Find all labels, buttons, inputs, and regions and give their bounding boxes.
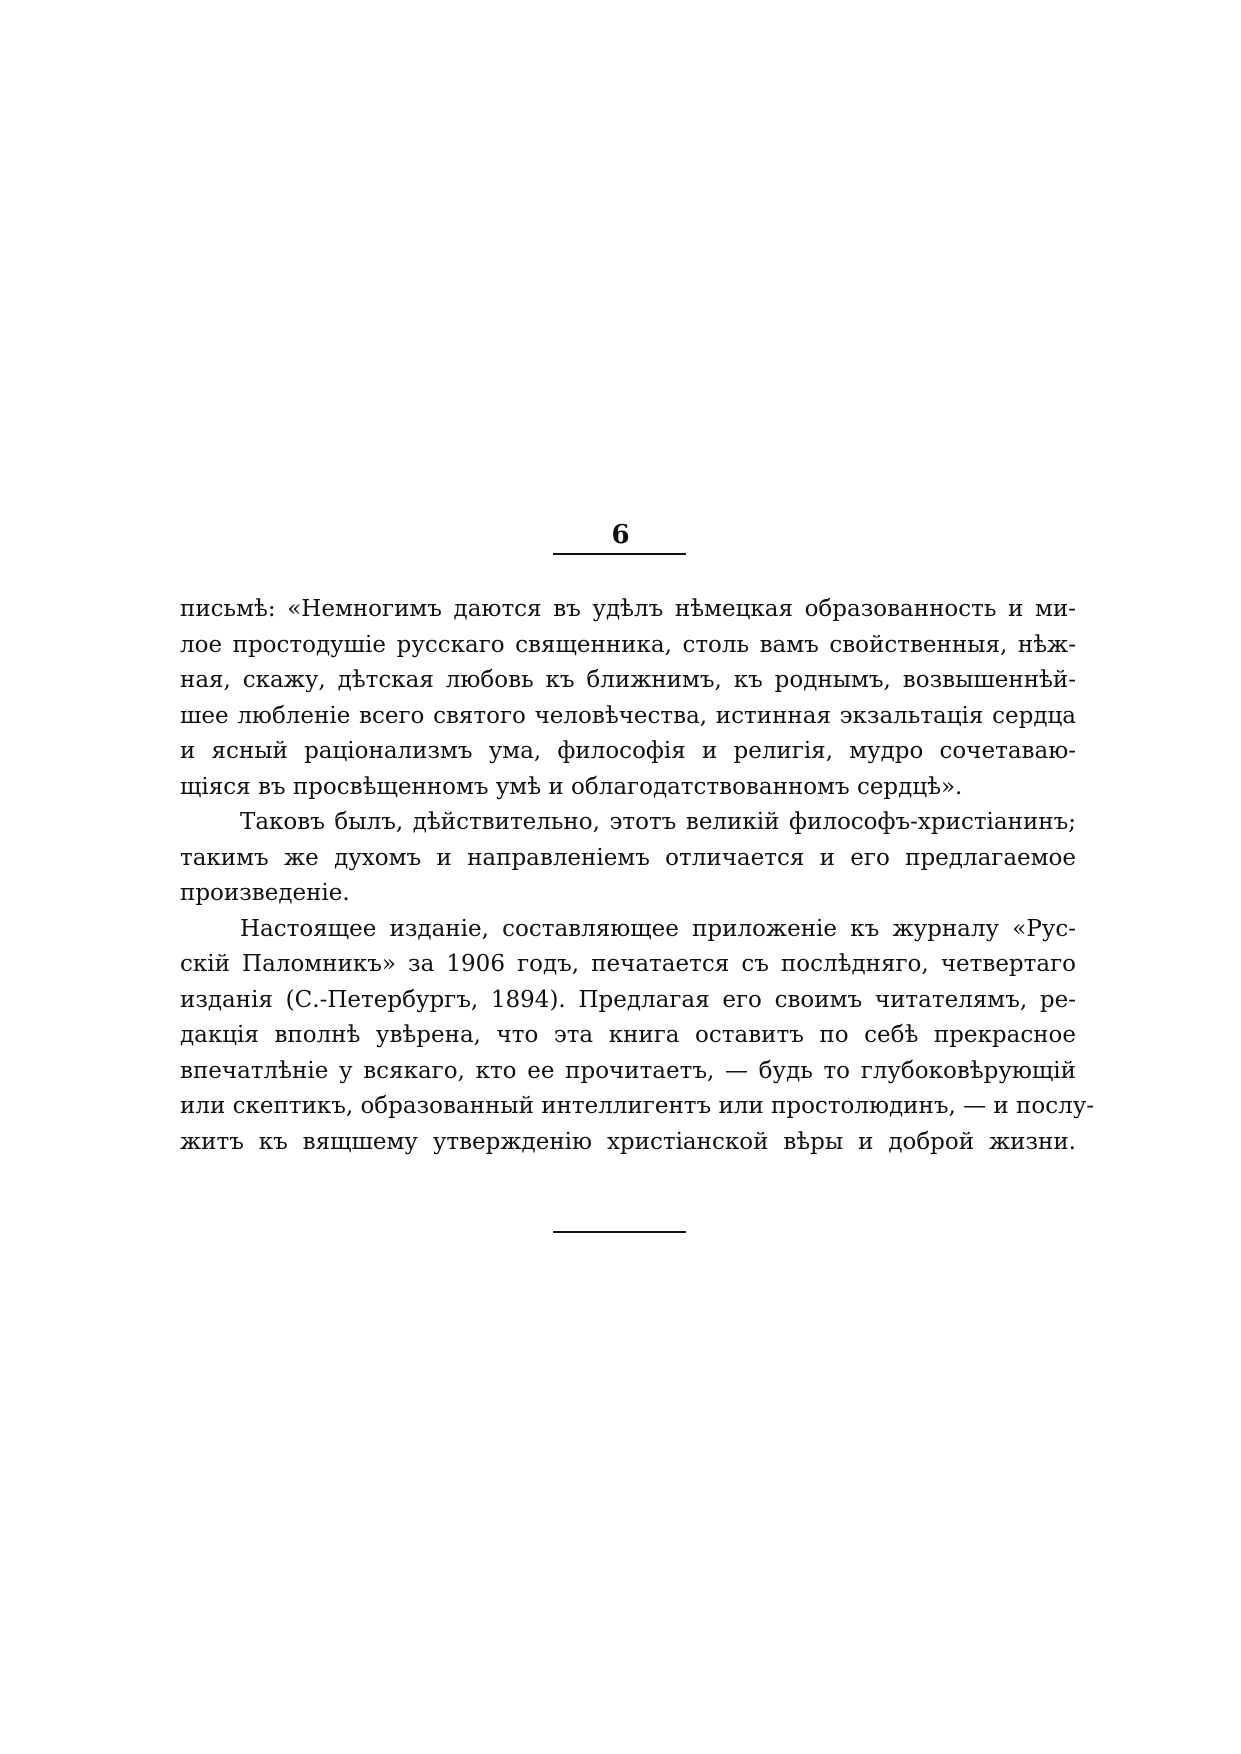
text-line: щіяся въ просвѣщенномъ умѣ и облагодатствованномъ сердцѣ».	[180, 773, 963, 800]
text-line: и ясный раціонализмъ ума, философія и религія, мудро сочетаваю-	[180, 738, 1076, 764]
text-line: изданія (С.-Петербургъ, 1894). Предлагая его своимъ читателямъ, ре-	[180, 986, 1076, 1013]
paragraph-1	[180, 592, 1076, 805]
paragraph-2	[180, 805, 1076, 912]
text-line: дакція вполнѣ увѣрена, что эта книга оставитъ по себѣ прекрасное	[180, 1022, 1076, 1048]
text-line: Настоящее изданіе, составляющее приложеніе къ журналу «Рус-	[240, 915, 1076, 942]
text-line: или скептикъ, образованный интеллигентъ или простолюдинъ, — и послу-	[180, 1093, 1095, 1119]
text-line: произведеніе.	[180, 880, 350, 906]
paragraph-3	[180, 912, 1095, 1161]
text-line: такимъ же духомъ и направленіемъ отличается и его предлагаемое	[180, 844, 1076, 871]
body-text	[180, 592, 1095, 1160]
text-line: шее любленіе всего святого человѣчества, истинная экзальтація сердца	[180, 702, 1076, 729]
text-line: впечатлѣніе у всякаго, кто ее прочитаетъ, — будь то глубоковѣрующій	[180, 1057, 1076, 1084]
header-rule	[553, 553, 686, 555]
text-line: житъ къ вящшему утвержденію христіанской вѣры и доброй жизни.	[180, 1128, 1076, 1155]
text-line: Таковъ былъ, дѣйствительно, этотъ великій философъ-христіанинъ;	[240, 809, 1076, 835]
text-line: письмѣ: «Немногимъ даются въ удѣлъ нѣмецкая образованность и ми-	[180, 596, 1076, 622]
page-number: 6	[611, 520, 630, 550]
footer-rule	[553, 1231, 686, 1233]
text-line: лое простодушіе русскаго священника, столь вамъ свойственныя, нѣж-	[180, 631, 1076, 658]
text-line: ная, скажу, дѣтская любовь къ ближнимъ, къ роднымъ, возвышеннѣй-	[180, 667, 1076, 693]
text-line: скій Паломникъ» за 1906 годъ, печатается съ послѣдняго, четвертаго	[180, 951, 1076, 977]
